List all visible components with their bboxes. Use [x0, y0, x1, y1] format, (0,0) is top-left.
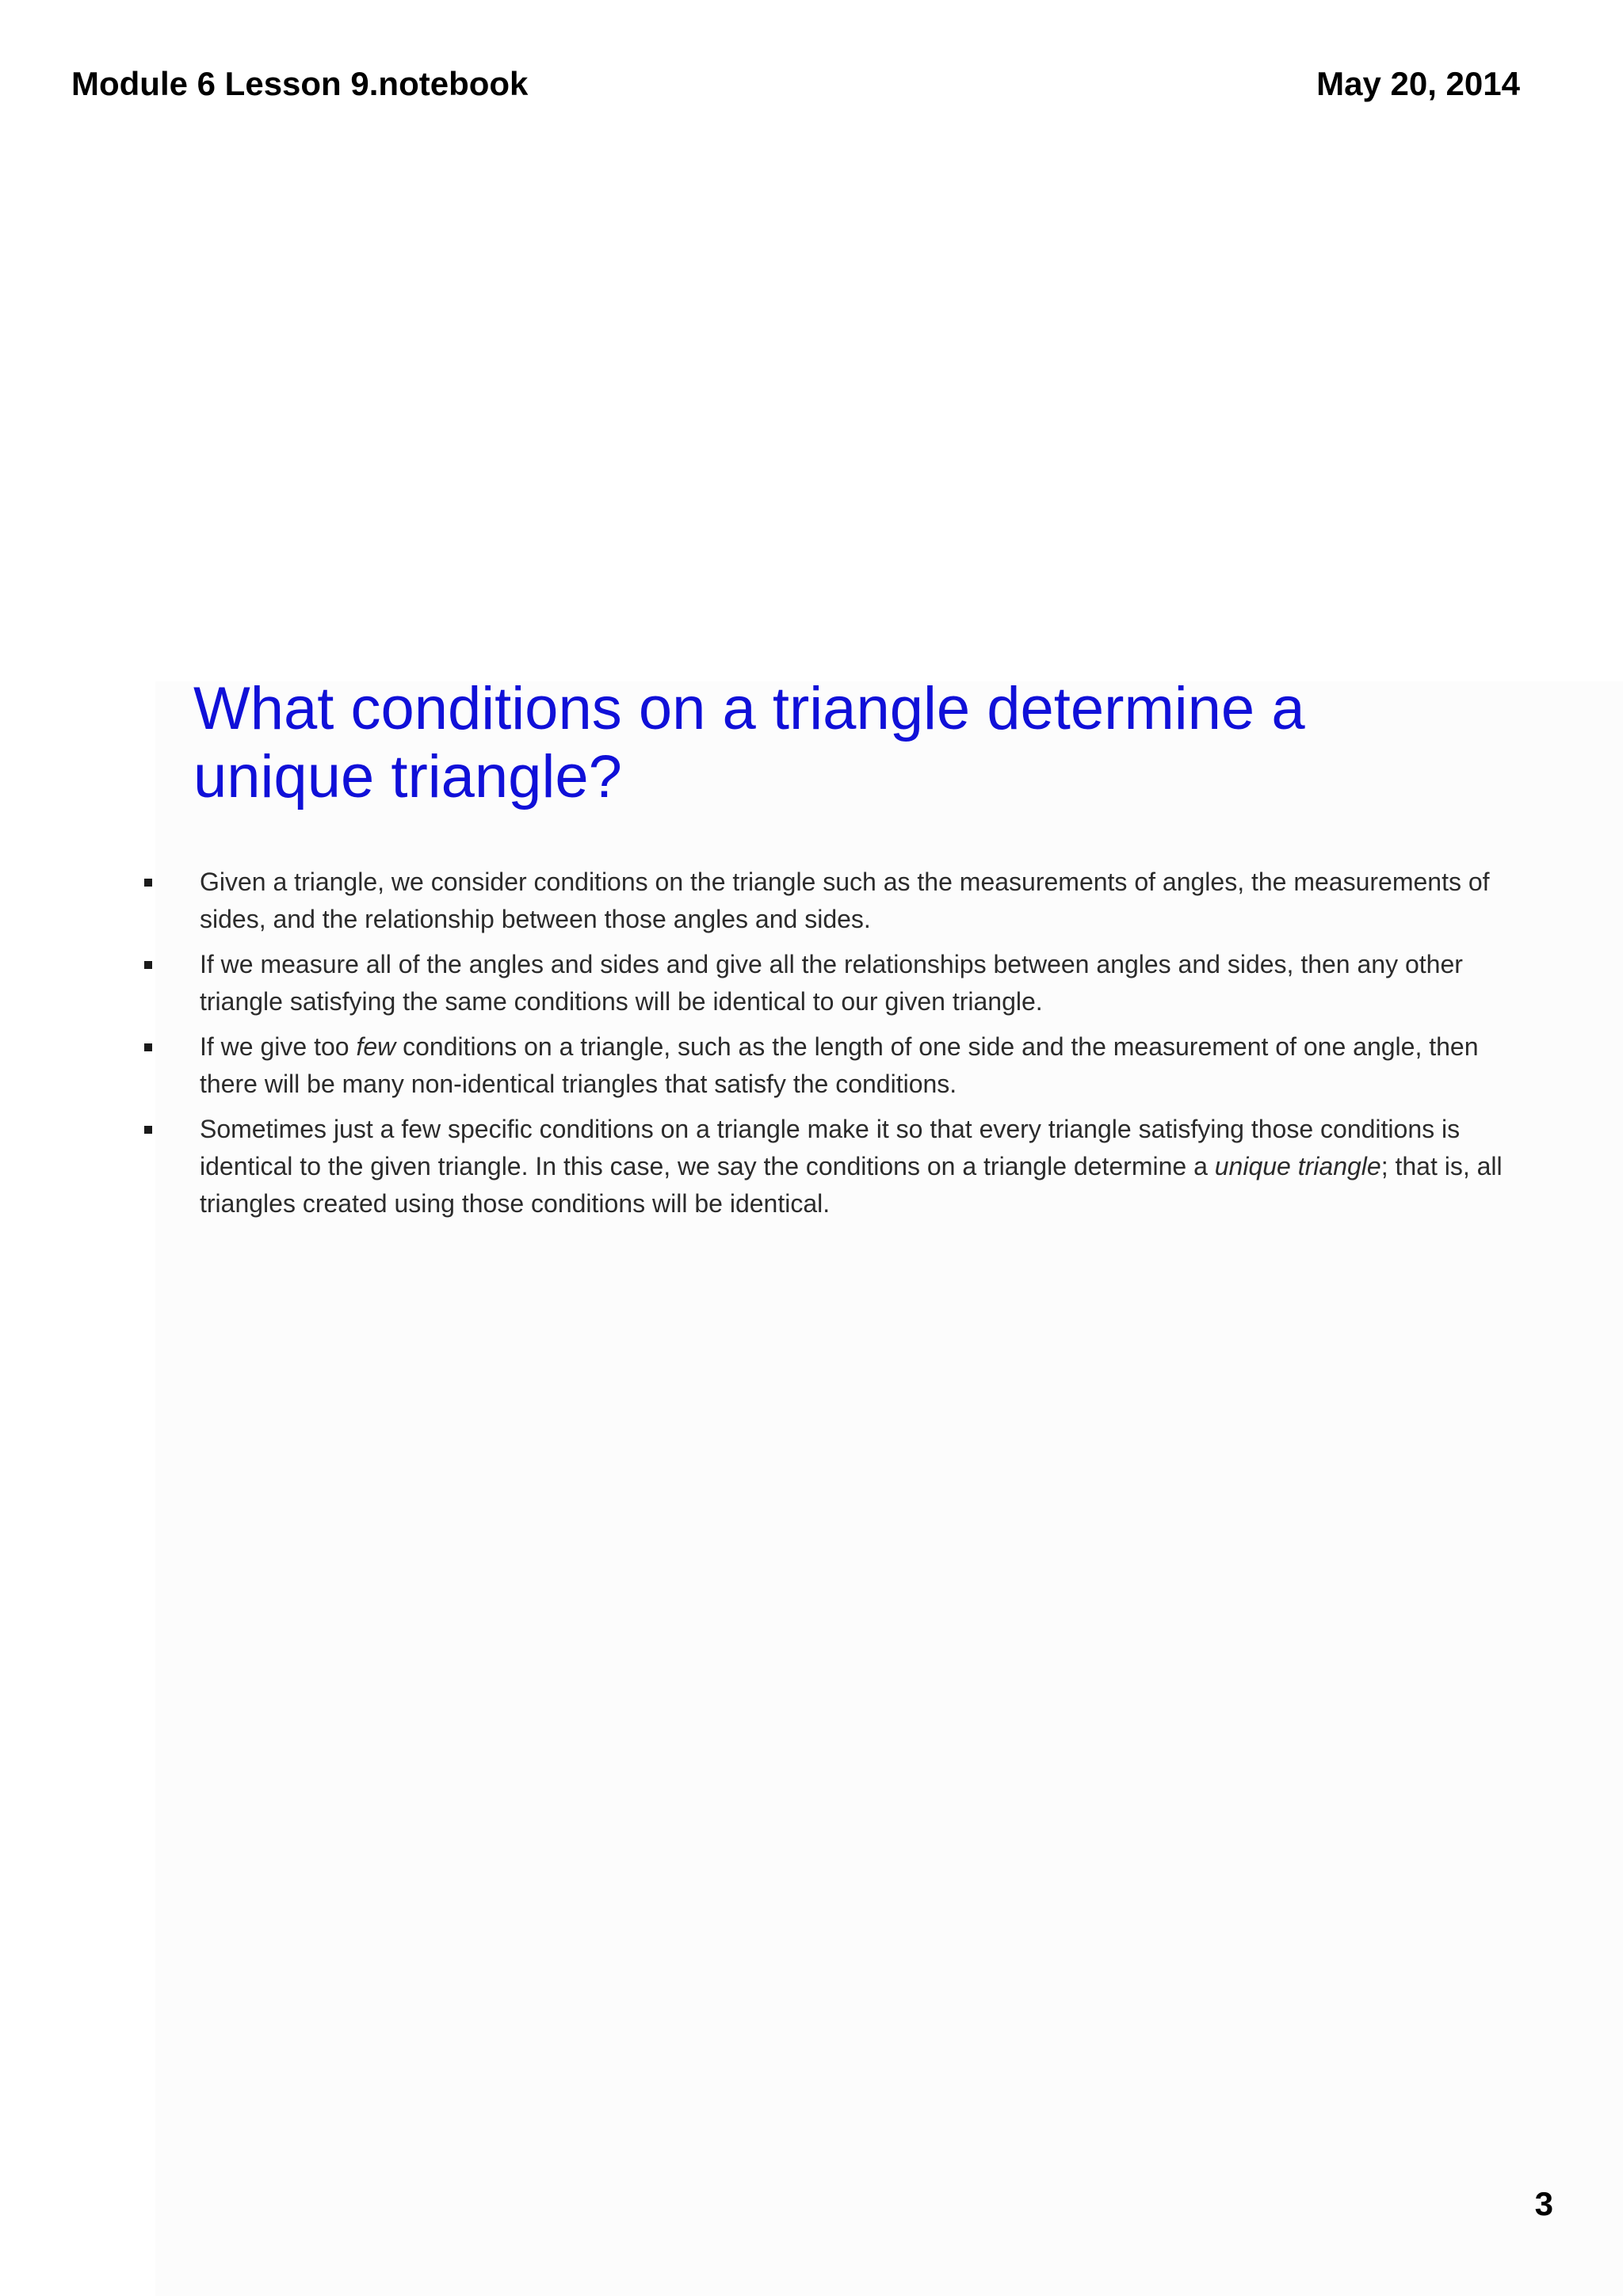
- bullet-text-segment: Sometimes just a few specific conditions on a triangle make it so that every triangle satisfying those conditions is identical to the given triangle. In this case, we say the conditions on a triangle determine a: [200, 1115, 1461, 1180]
- page-number: 3: [1534, 2185, 1553, 2222]
- bullet-text-segment: If we measure all of the angles and sides and give all the relationships between angles and sides, then any other triangle satisfying the same conditions will be identical to our given triangle.: [200, 950, 1463, 1016]
- square-bullet-icon: [144, 1043, 152, 1051]
- bullet-text-segment: Given a triangle, we consider conditions on the triangle such as the measurements of angles, the measurements of sides, and the relationship between those angles and sides.: [200, 868, 1490, 933]
- notebook-filename: Module 6 Lesson 9.notebook: [71, 65, 529, 102]
- bullet-text-segment: ; that is, all triangles created using those conditions will be identical.: [200, 1152, 1503, 1218]
- bullet-item: [139, 1028, 1518, 1103]
- bullet-text: [200, 1032, 1479, 1098]
- bullet-text: [200, 1115, 1503, 1218]
- square-bullet-icon: [144, 879, 152, 887]
- slide-title: What conditions on a triangle determine a unique triangle?: [193, 675, 1305, 810]
- bullet-item: [139, 1111, 1518, 1222]
- bullet-text: [200, 868, 1490, 933]
- bullet-item: [139, 864, 1518, 938]
- bullet-list: [139, 864, 1518, 1230]
- bullet-text-segment: conditions on a triangle, such as the length of one side and the measurement of one angle, then there will be many non-identical triangles that satisfy the conditions.: [200, 1032, 1479, 1098]
- bullet-emphasis: unique triangle: [1214, 1152, 1381, 1180]
- square-bullet-icon: [144, 1126, 152, 1134]
- bullet-text: [200, 950, 1463, 1016]
- bullet-text-segment: If we give too: [200, 1032, 357, 1061]
- square-bullet-icon: [144, 961, 152, 969]
- page-date: May 20, 2014: [1316, 65, 1520, 102]
- bullet-emphasis: few: [356, 1032, 396, 1061]
- bullet-item: [139, 946, 1518, 1020]
